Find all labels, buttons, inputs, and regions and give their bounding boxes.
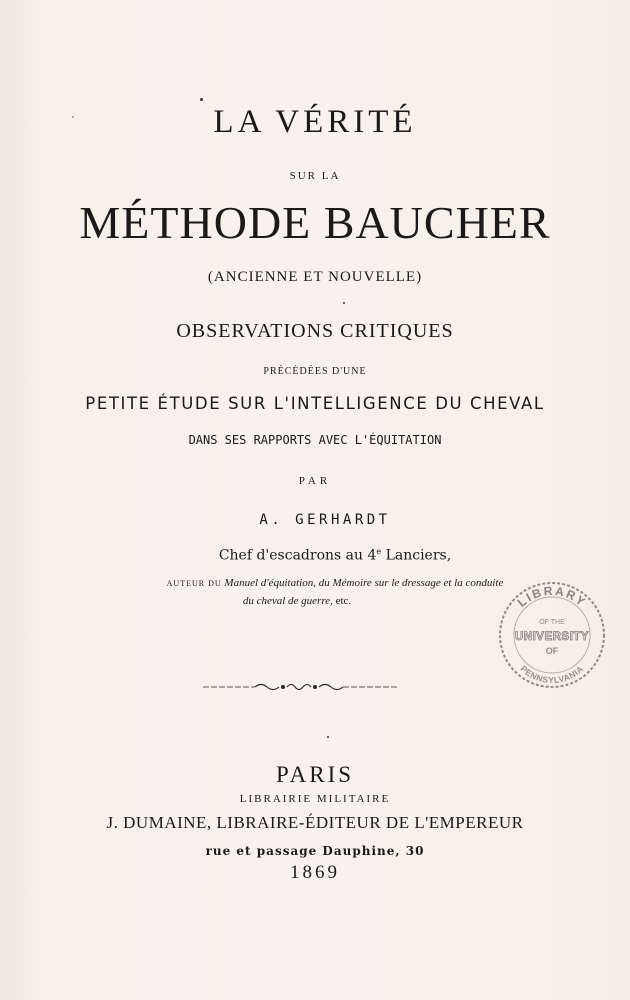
author-role-sup: e (376, 547, 382, 556)
stamp-text-of-the: OF THE (539, 619, 565, 626)
ink-speck (327, 736, 329, 738)
publisher-address: rue et passage Dauphine, 30 (205, 844, 425, 858)
works-text: Manuel d'équitation, du Mémoire sur le dressage et la conduite (224, 577, 504, 589)
subtitle: (ANCIENNE ET NOUVELLE) (207, 269, 423, 285)
stamp-text-university: UNIVERSITY (514, 631, 590, 643)
ink-speck (343, 302, 345, 304)
works-text-2: du cheval de guerre, (242, 595, 333, 607)
ink-speck (200, 98, 203, 101)
observations-heading: OBSERVATIONS CRITIQUES (176, 320, 454, 342)
publisher-series: LIBRAIRIE MILITAIRE (239, 793, 391, 805)
author-name: A. GERHARDT (259, 512, 391, 528)
stamp-text-of: OF (545, 646, 559, 656)
precedees-line: PRÉCÉDÉES D'UNE (263, 366, 367, 377)
sur-la-line: SUR LA (289, 170, 341, 182)
author-role-pre: Chef d'escadrons au 4 (218, 547, 377, 564)
author-role-post: Lanciers, (381, 547, 452, 564)
ornamental-rule (203, 680, 399, 694)
etude-heading: PETITE ÉTUDE SUR L'INTELLIGENCE DU CHEVAL (85, 394, 545, 413)
book-title-line-2: MÉTHODE BAUCHER (79, 197, 551, 248)
svg-text:LIBRARY (515, 584, 589, 610)
par-line: PAR (298, 475, 332, 487)
works-prefix: AUTEUR DU (166, 579, 222, 588)
stamp-text-top: LIBRARY (514, 583, 590, 610)
book-title-line-1: LA VÉRITÉ (213, 104, 417, 140)
publisher: J. DUMAINE, LIBRAIRE-ÉDITEUR DE L'EMPEREUR (106, 813, 524, 832)
stamp-text-bottom: PENNSYLVANIA (518, 663, 586, 686)
library-stamp-icon (496, 579, 608, 691)
author-role (20, 547, 630, 564)
rapports-line: DANS SES RAPPORTS AVEC L'ÉQUITATION (188, 433, 442, 447)
publication-year: 1869 (290, 862, 340, 883)
works-etc: etc. (335, 595, 352, 607)
city: PARIS (275, 762, 355, 787)
